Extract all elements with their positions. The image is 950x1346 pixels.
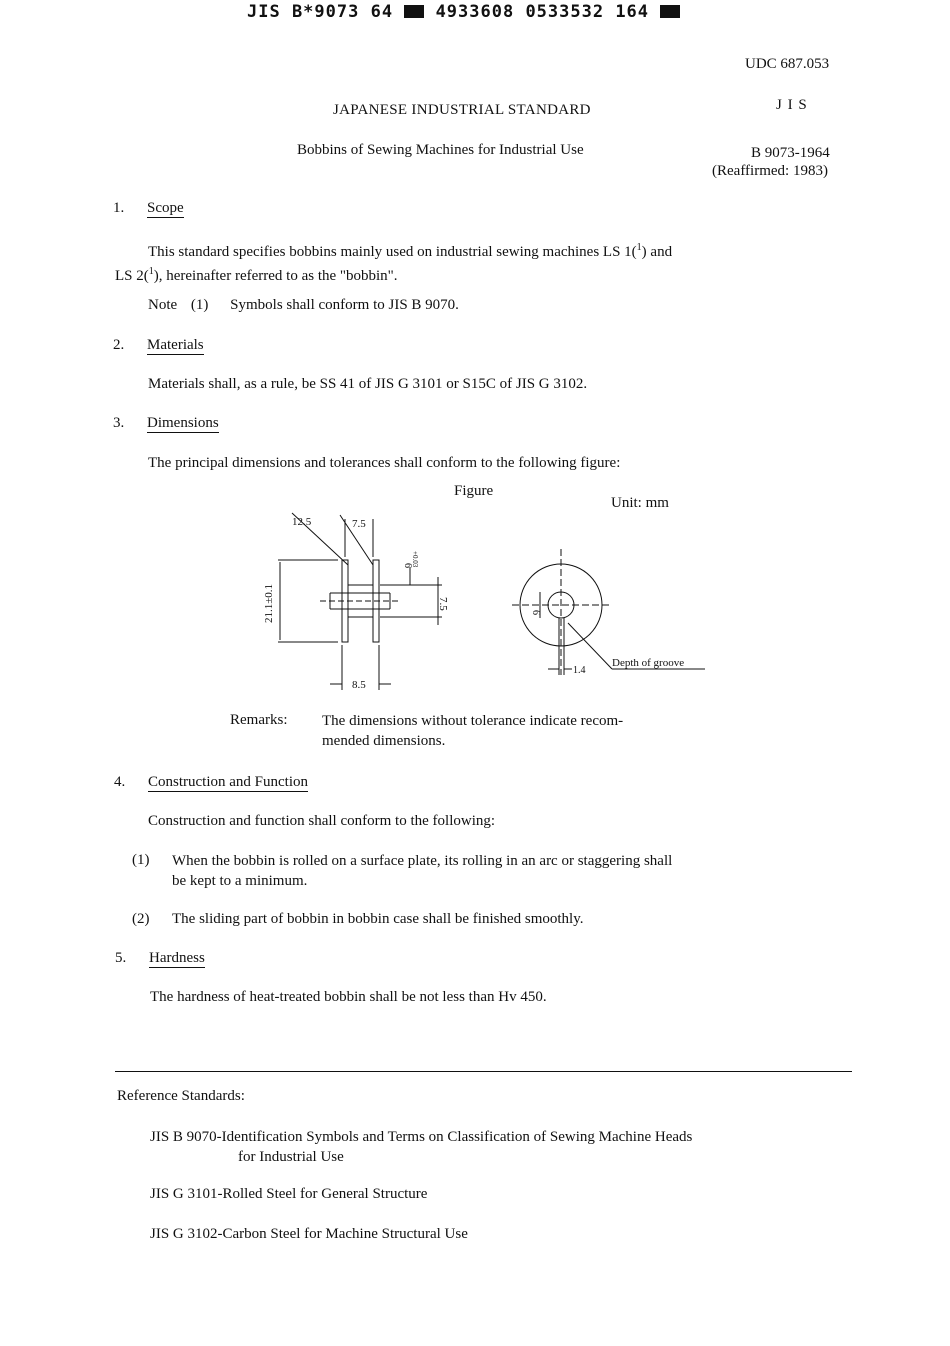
section-scope-heading — [113, 200, 184, 217]
construction-item: The sliding part of bobbin in bobbin case shall be finished smoothly. — [172, 911, 584, 927]
section-hardness-heading — [115, 950, 205, 967]
construction-item-num: (1) — [132, 852, 150, 868]
bobbin-figure — [250, 505, 720, 700]
construction-item — [172, 851, 672, 891]
section-dimensions-heading — [113, 415, 219, 432]
section-construction-heading — [114, 774, 308, 791]
footnote-ref: 1 — [636, 242, 642, 253]
scope-text: ), hereinafter referred to as the "bobbin". — [153, 268, 398, 284]
section-title: Dimensions — [147, 415, 219, 431]
hub-dia-dim: 6 — [402, 563, 413, 568]
section-title: Construction and Function — [148, 774, 308, 790]
header-code-part2: 4933608 0533532 164 — [435, 2, 650, 22]
section-materials-heading — [113, 337, 204, 354]
scope-text: This standard specifies bobbins mainly used on industrial sewing machines LS 1( — [148, 244, 637, 260]
scope-text: ) and — [641, 244, 673, 260]
hardness-text: The hardness of heat-treated bobbin shall be not less than Hv 450. — [150, 989, 547, 1005]
width-top-dim: 7.5 — [352, 518, 366, 530]
reference-item — [150, 1127, 692, 1167]
materials-text: Materials shall, as a rule, be SS 41 of JIS G 3101 or S15C of JIS G 3102. — [148, 376, 588, 392]
header-code-part1: JIS B*9073 64 — [247, 2, 394, 22]
footnote-ref: 1 — [148, 266, 154, 277]
scope-paragraph — [115, 238, 835, 286]
reference-item: JIS G 3102-Carbon Steel for Machine Structural Use — [150, 1226, 468, 1242]
doc-title: Bobbins of Sewing Machines for Industrial Use — [297, 142, 584, 158]
section-number: 2. — [113, 337, 125, 353]
construction-item-num: (2) — [132, 911, 150, 927]
reference-line: for Industrial Use — [238, 1149, 344, 1165]
overall-width-dim: 8.5 — [352, 679, 366, 691]
black-block-icon — [404, 5, 424, 18]
remarks-line: The dimensions without tolerance indicate recom- — [322, 713, 624, 729]
figure-label: Figure — [454, 483, 494, 499]
remarks-label: Remarks: — [230, 712, 288, 728]
scope-note — [148, 297, 459, 314]
jis-mark: J I S — [776, 97, 808, 113]
item-line: When the bobbin is rolled on a surface plate, its rolling in an arc or staggering shall — [172, 853, 673, 869]
item-line: be kept to a minimum. — [172, 873, 308, 889]
references-title: Reference Standards: — [117, 1088, 245, 1104]
black-block-icon — [660, 5, 680, 18]
hub-tol-dim: +0.03 — [411, 551, 419, 568]
remarks-line: mended dimensions. — [322, 733, 446, 749]
standard-type: JAPANESE INDUSTRIAL STANDARD — [333, 102, 591, 118]
section-title: Hardness — [149, 950, 205, 966]
section-number: 5. — [115, 950, 127, 966]
section-number: 4. — [114, 774, 126, 790]
divider — [115, 1071, 852, 1072]
scope-text: LS 2( — [115, 268, 149, 284]
note-text: Symbols shall conform to JIS B 9070. — [230, 297, 459, 313]
chamfer-dim: 12.5 — [292, 516, 312, 528]
reference-line: JIS B 9070-Identification Symbols and Terms on Classification of Sewing Machine Heads — [150, 1129, 693, 1145]
dimensions-text: The principal dimensions and tolerances shall conform to the following figure: — [148, 455, 621, 471]
section-number: 3. — [113, 415, 125, 431]
section-title: Materials — [147, 337, 204, 353]
udc-code: UDC 687.053 — [745, 56, 830, 72]
reference-item: JIS G 3101-Rolled Steel for General Structure — [150, 1186, 428, 1202]
groove-label: Depth of groove — [612, 657, 685, 669]
section-title: Scope — [147, 200, 184, 216]
section-number: 1. — [113, 200, 125, 216]
doc-number: B 9073-1964 — [751, 145, 830, 161]
header-code — [247, 2, 680, 22]
hole-dia-dim: 6 — [530, 610, 541, 615]
reaffirmed: (Reaffirmed: 1983) — [712, 163, 828, 179]
flange-dia-dim: 21.1±0.1 — [263, 583, 275, 623]
note-ref: (1) — [190, 297, 209, 313]
construction-text: Construction and function shall conform to the following: — [148, 813, 496, 829]
core-dia-dim: 7.5 — [437, 597, 449, 611]
unit-label: Unit: mm — [611, 495, 669, 511]
note-label: Note — [148, 297, 178, 313]
remarks-text — [322, 711, 623, 751]
groove-width-dim: 1.4 — [573, 665, 586, 676]
